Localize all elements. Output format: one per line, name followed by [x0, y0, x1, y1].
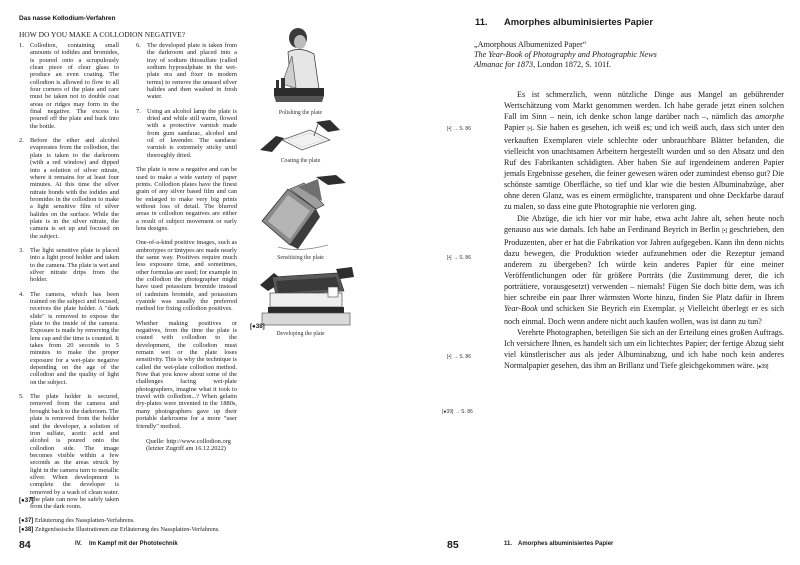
list-number: 3. — [19, 246, 24, 254]
text-run: . Sie haben es gesehen, ich weiß es; und ich weiß auch, dass sich unter den verkauften Exemplaren viele schlechte oder unbrauchbare Blätter befanden, die vielleicht von unachtsamen Arbeitern hergestellt wurden und so den Absatz und den Ruf des Fabrikanten schädigten. Aber haben Sie auf irgendeinem anderen Papier jemals Ergebnisse gesehen, die feiner gewesen wären oder zumindest ebenso gut? Die schönste samtige Oberfläche, so tief und klar wie die besten Albuminabzüge, aber ohne deren Glanz, was es einem ermöglichte, transparent und ohne Deckfarbe darauf zu malen, so dass eine gute Photographie nie verloren ging. — [504, 123, 784, 212]
page-number: 84 — [19, 539, 31, 551]
text-run: Vielleicht überlegt er es sich noch einmal. Doch wenn andere nicht auch kaufen wollen, was ist dann zu tun? — [504, 303, 785, 326]
paragraph — [504, 89, 784, 213]
emphasis: Year-Book — [504, 303, 538, 313]
text-column-2 — [136, 42, 237, 453]
list-text: The developed plate is taken from the darkroom and placed into a tray of sodium thiosulfate (called sodium hyposulphate in the wet-plate era and fixer in modern terms) to remove the unused silver halides and then washed in fresh water. — [147, 42, 237, 101]
margin-note[interactable]: [•] → S. 86 — [447, 354, 471, 360]
paragraph — [504, 213, 784, 327]
margin-note[interactable]: [•] → S. 86 — [447, 126, 471, 132]
list-text: Using an alcohol lamp the plate is dried and while still warm, flowed with a protective varnish made from gum sandarac, alcohol and oil of lavender. The sandarac varnish is extremely sticky until thoroughly dried. — [147, 107, 237, 159]
page-number: 85 — [447, 539, 459, 551]
list-text: Before the ether and alcohol evaporates from the collodion, the plate is taken to the darkroom (with a red window) and dipped into a solution of silver nitrate, where it remains for at least four minutes. At this time the silver nitrate bonds with the iodides and bromides in the collodion to make a light sensitive film of silver halides on the surface. While the plate is in the silver nitrate, the camera is set up and focused on the subject. — [30, 137, 119, 240]
text-marker-37: [●37] — [19, 497, 34, 504]
list-item — [19, 393, 119, 511]
list-text: The plate holder is secured, removed from the camera and brought back to the darkroom. The plate is removed from the holder and the developer, a solution of iron sulfate, acetic acid and alcohol is poured onto the collodion side. The image becomes visible within a few seconds as the areas struck by light in the camera turn to metallic silver. When development is complete the developer is removed by a wash of clean water. The plate can now be safely taken from the dark room. — [30, 393, 119, 511]
paragraph: The plate is now a negative and can be used to make a wide variety of paper prints. Collodion plates have the finest grain of any silver based film and can be enlarged to make very big prints without loss of detail. The blurred areas in collodion negatives are either a result of subject movement or early lens designs. — [136, 166, 237, 232]
footnote — [19, 517, 220, 526]
section-title: Das nasse Kollodium-Verfahren — [19, 15, 116, 22]
running-head: Amorphes albuminisiertes Papier — [518, 541, 614, 547]
paragraph — [504, 327, 784, 373]
text-column-1 — [19, 42, 119, 518]
chapter-number: 11. — [475, 16, 488, 27]
footnote-text: Erläuterung des Nassplatten-Verfahrens. — [34, 517, 135, 524]
list-number: 2. — [19, 137, 24, 145]
list-number: 5. — [19, 393, 24, 401]
figure-marker-38: [●38] — [250, 323, 265, 330]
footnote-text: Zeitgenössische Illustrationen zur Erläuterung des Nassplatten-Verfahrens. — [34, 525, 220, 533]
figure-caption: Sensitising the plate — [277, 255, 324, 261]
margin-note[interactable]: [●39] → S. 86 — [442, 409, 473, 415]
source-access-date: (letzter Zugriff am 16.12.2022) — [146, 445, 226, 453]
right-page — [400, 0, 800, 565]
figure-caption: Polishing the plate — [278, 110, 323, 116]
list-number: 6. — [136, 42, 141, 49]
figure-coating — [258, 118, 343, 164]
list-item — [136, 108, 237, 159]
document-heading: HOW DO YOU MAKE A COLLODION NEGATIVE? — [19, 30, 186, 39]
list-number: 7. — [136, 107, 141, 115]
figure-caption: Coating the plate — [280, 158, 321, 164]
reference-publication — [474, 50, 664, 70]
inline-marker[interactable]: [•] — [527, 126, 533, 133]
text-run: Es ist schmerzlich, wenn nützliche Dinge aus Mangel an gebührender Wertschätzung vom Markt genommen werden. Ich habe gerade jetzt einen solchen Fall im Sinn – nein, ich denke schon lange darüber nach –, nämlich das — [504, 90, 784, 122]
source-url: Quelle: http://www.collodion.org — [146, 437, 231, 445]
list-number: 4. — [19, 290, 24, 298]
figure-polishing — [258, 26, 343, 116]
running-head-number: 11. — [504, 541, 513, 547]
list-text: The camera, which has been trained on the subject and focused, receives the plate holder. A "dark slide" is removed to expose the plate to the inside of the camera. Exposure is made by removing the lens cap and the time is counted. It takes from 20 seconds to 5 minutes to make the proper exposure for a wet-plate negative depending on the age of the collodion and the quality of light on the subject. — [30, 290, 119, 386]
list-item — [136, 42, 237, 101]
figure-developing — [258, 267, 343, 337]
paragraph: One-of-a-kind positive images, such as ambrotypes or tintypes are made nearly the same way. Positives require much less exposure time, and sometimes, other formulas are used; for example in the collodion the photographer might have used potassium bromide instead of cadmium bromide, and potassium cyanide was usually the preferred method for fixing collodion positives. — [136, 239, 237, 313]
margin-note[interactable]: [•] → S. 86 — [447, 255, 471, 261]
running-head: Im Kampf mit der Phototechnik — [89, 541, 178, 547]
reference-italic: The Year-Book of Photography and Photographic News Almanac for 1873 — [474, 50, 657, 70]
list-item — [19, 247, 119, 284]
engraving-sensitising-icon — [258, 175, 350, 253]
footnote-marker: [●37] — [19, 518, 34, 524]
footnote — [19, 526, 220, 535]
body-text — [504, 89, 784, 373]
engraving-coating-icon — [258, 118, 344, 156]
paragraph: Whether making positives or negatives, from the time the plate is coated with collodion to the development, the collodion must remain wet or the plate loses sensitivity. This is why the technique is called the wet-plate collodion method. Now that you know about some of the challenges facing wet-plate photographers, imagine what it took to travel with collodion...? When gelatin dry-plates were invented in the 1880s, many photographers gave up their portable darkrooms for a more "user friendly" method. — [136, 319, 237, 430]
engraving-polishing-icon — [270, 26, 332, 108]
chapter-title: Amorphes albuminisiertes Papier — [504, 16, 654, 27]
list-item — [19, 42, 119, 130]
text-run: und schicken Sie Beyrich ein Exemplar. — [537, 303, 680, 313]
figure-sensitising — [258, 175, 343, 261]
reference-title: „Amorphous Albumenized Paper“ — [474, 40, 587, 49]
text-run: Die Abzüge, die ich hier vor mir habe, etwa acht Jahre alt, sehen heute noch genauso aus wie damals. Ich habe an Ferdinand Beyrich in Berlin — [504, 213, 784, 234]
text-run: geschrieben, den Produzenten, aber er hat die Fabrikation vor Jahren aufgegeben. Kann ihn denn nichts dazu bewegen, die Produktion wieder aufzunehmen oder die Rezeptur jemand anderem zu übergeben? Ich würde kein anderes Papier für eine meiner Veröffentlichungen oder für größere Porträts (die Zustimmung derer, die ich porträtiere, vorausgesetzt) verwenden – niemals! Fügen Sie doch bitte dem, was ich hier schreibe ein paar Ihrer wärmsten Worte hinzu, finden Sie Platz dafür in Ihrem — [504, 224, 784, 302]
list-item — [19, 291, 119, 386]
footnote-marker: [●38] — [19, 526, 34, 533]
inline-marker[interactable]: [•] — [722, 227, 727, 234]
list-number: 1. — [19, 42, 24, 49]
list-item — [19, 137, 119, 240]
source-reference — [474, 40, 664, 71]
footnotes — [19, 517, 220, 534]
source-citation — [146, 438, 237, 453]
figure-caption: Developing the plate — [276, 331, 325, 337]
engraving-developing-icon — [258, 267, 356, 329]
list-text: The light sensitive plate is placed into a light proof holder and taken to the camera. The plate is wet and silver nitrate drips from the holder. — [30, 246, 119, 284]
running-head-number: IV. — [75, 541, 82, 547]
emphasis: amorphe — [755, 112, 784, 122]
text-run: Verehrte Photographen, beteiligen Sie sich an der Erteilung eines großen Auftrags. Ich versichere Ihnen, es handelt sich um ein lichtechtes Papier; der fertige Abzug sieht viel künstlerischer aus als jeder Albuminabzug, und ich habe noch kein anderes Normalpapier gesehen, das ihm an Brillanz und Tiefe gleichgekommen wäre. — [504, 327, 785, 371]
inline-marker[interactable]: [●39] — [756, 364, 769, 371]
list-text: Collodion, containing small amounts of iodides and bromides, is poured onto a scrupulously clean piece of clear glass to produce an even coating. The collodion is allowed to flow to all four corners of the plate and care must be taken not to double coat areas or ridges may form in the final negative. The excess is poured off the plate and back into the bottle. — [30, 42, 119, 130]
reference-details: , London 1872, S. 101f. — [533, 60, 611, 70]
inline-marker[interactable]: [•] — [679, 306, 685, 313]
text-run: Papier — [504, 123, 528, 133]
